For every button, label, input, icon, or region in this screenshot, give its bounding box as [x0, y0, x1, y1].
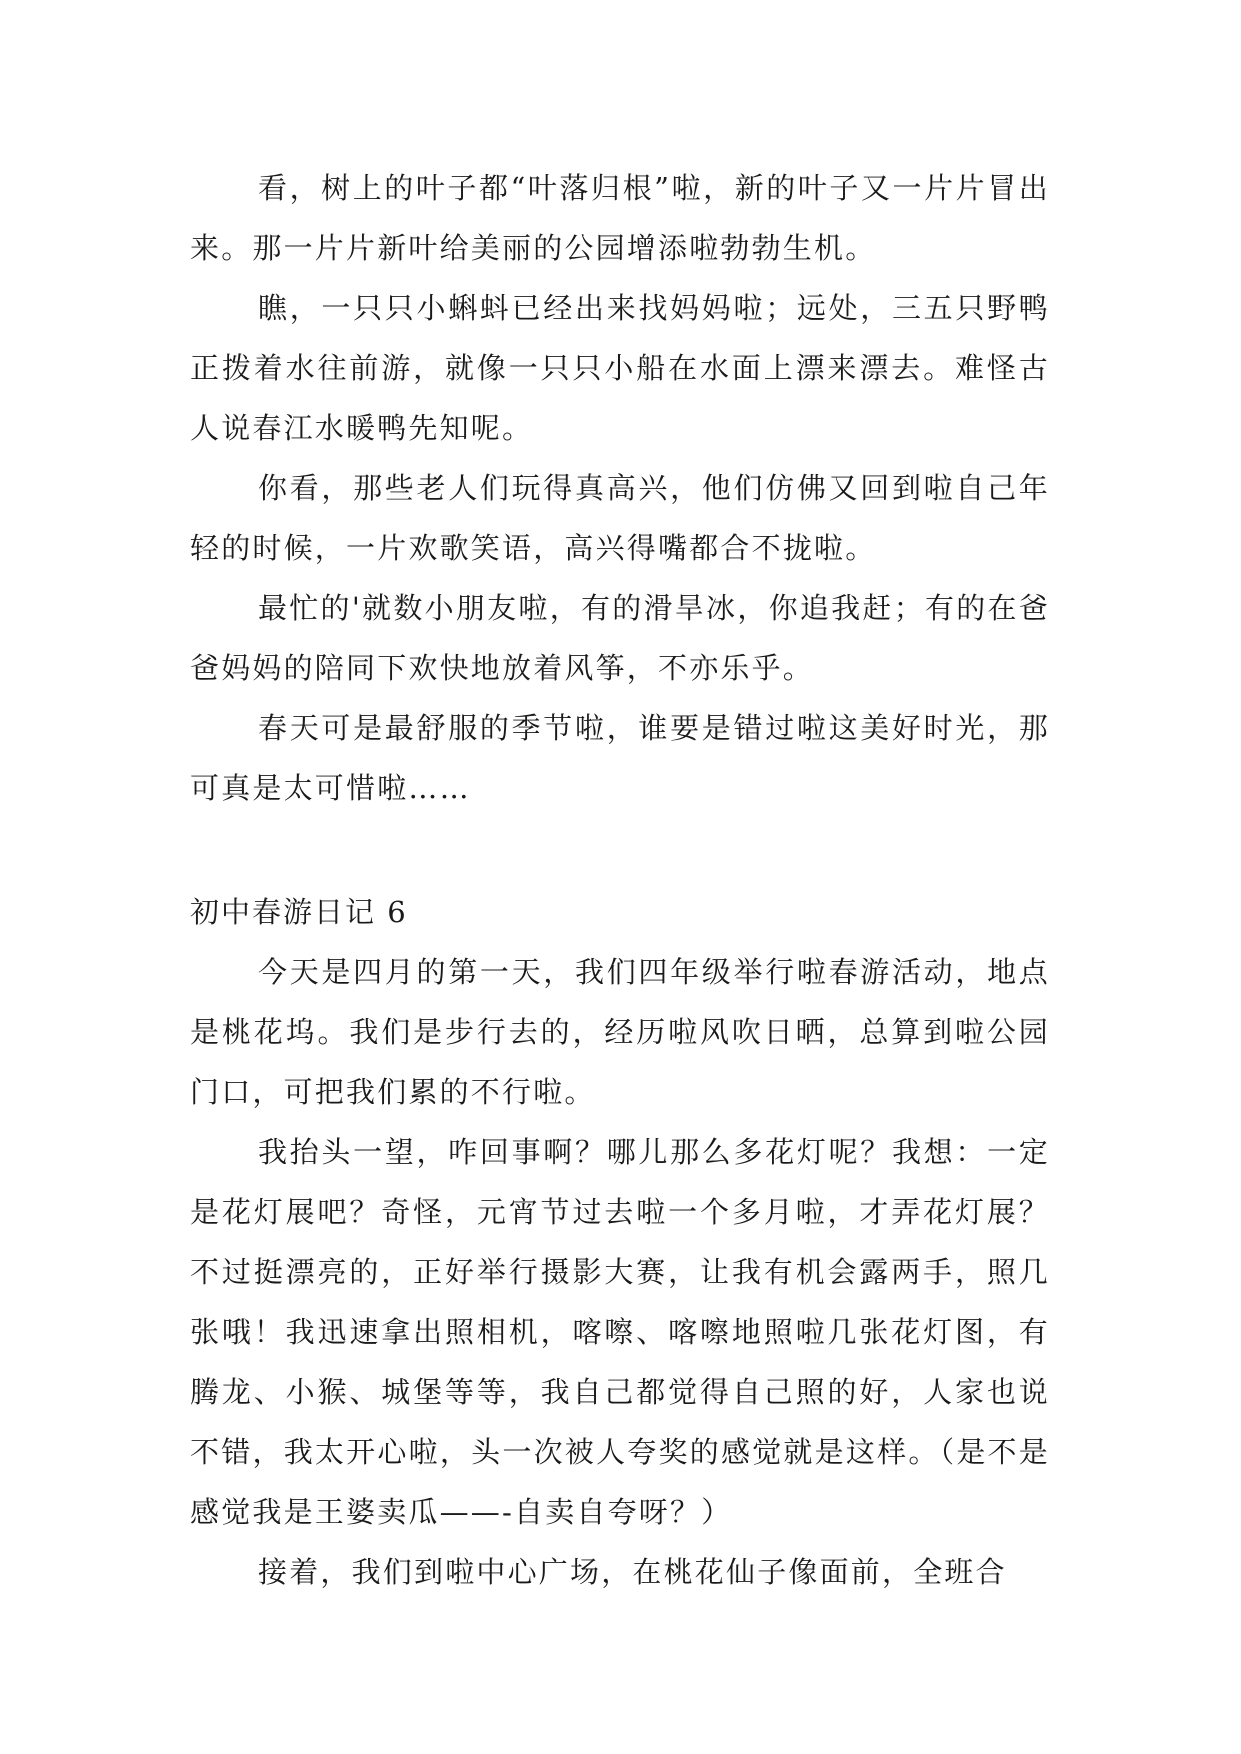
paragraph-central-square: 接着，我们到啦中心广场，在桃花仙子像面前，全班合	[258, 1555, 1007, 1589]
paragraph-spring-season: 春天可是最舒服的季节啦，谁要是错过啦这美好时光，那可真是太可惜啦……	[190, 711, 1050, 805]
paragraph-spring-outing: 今天是四月的第一天，我们四年级举行啦春游活动，地点是桃花坞。我们是步行去的，经历啦风吹日晒，总算到啦公园门口，可把我们累的不行啦。	[190, 955, 1050, 1109]
paragraph-elderly: 你看，那些老人们玩得真高兴，他们仿佛又回到啦自己年轻的时候，一片欢歌笑语，高兴得嘴都合不拢啦。	[190, 471, 1050, 565]
paragraph-fallen-leaves: 看，树上的叶子都“叶落归根”啦，新的叶子又一片片冒出来。那一片片新叶给美丽的公园增添啦勃勃生机。	[190, 171, 1050, 265]
document-body	[190, 158, 1050, 1602]
section-title: 初中春游日记 6	[190, 895, 408, 929]
paragraph-tadpoles-ducks: 瞧，一只只小蝌蚪已经出来找妈妈啦；远处，三五只野鸭正拨着水往前游，就像一只只小船在水面上漂来漂去。难怪古人说春江水暖鸭先知呢。	[190, 291, 1050, 445]
paragraph-lanterns: 我抬头一望，咋回事啊？哪儿那么多花灯呢？我想：一定是花灯展吧？奇怪，元宵节过去啦一个多月啦，才弄花灯展？不过挺漂亮的，正好举行摄影大赛，让我有机会露两手，照几张哦！我迅速拿出照相机，喀嚓、喀嚓地照啦几张花灯图，有腾龙、小猴、城堡等等，我自己都觉得自己照的好，人家也说不错，我太开心啦，头一次被人夸奖的感觉就是这样。（是不是感觉我是王婆卖瓜——-自卖自夸呀？）	[190, 1135, 1050, 1529]
paragraph-children: 最忙的'就数小朋友啦，有的滑旱冰，你追我赶；有的在爸爸妈妈的陪同下欢快地放着风筝，不亦乐乎。	[190, 591, 1050, 685]
